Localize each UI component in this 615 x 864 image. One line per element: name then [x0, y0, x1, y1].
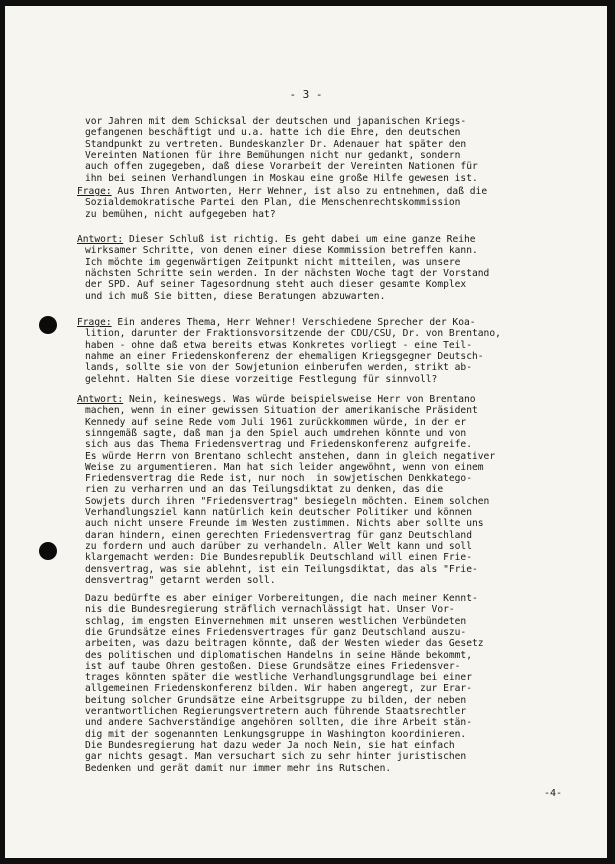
paragraph-line: schlag, im engsten Einvernehmen mit unseren westlichen Verbündeten	[85, 615, 467, 627]
paragraph-line: dig mit der sogenannten Lenkungsgruppe in Washington koordinieren.	[85, 728, 467, 740]
answer-label: Antwort:	[77, 234, 124, 245]
next-page-marker: -4-	[543, 788, 562, 799]
answer-line: zu fordern und auch darüber zu verhandeln. Aller Welt kann und soll	[85, 540, 472, 552]
paragraph-line: ist auf taube Ohren gestoßen. Diese Grundsätze eines Friedensver-	[85, 660, 461, 672]
question-line: Aus Ihren Antworten, Herr Wehner, ist also zu entnehmen, daß die	[111, 186, 488, 197]
paragraph-line: ihn bei seinen Verhandlungen in Moskau eine große Hilfe gewesen ist.	[85, 172, 478, 184]
answer-line: der SPD. Auf seiner Tagesordnung steht auch dieser gesamte Komplex	[85, 279, 467, 291]
answer-line: klargemacht werden: Die Bundesrepublik Deutschland will einen Frie-	[85, 552, 472, 564]
paragraph-line: und andere Sachverständige angehören sollten, die ihre Arbeit stän-	[85, 717, 472, 729]
answer-line: Ich möchte im gegenwärtigen Zeitpunkt nicht mitteilen, was unsere	[85, 256, 461, 268]
question-line: lands, sollte sie von der Sowjetunion einberufen werden, strikt ab-	[85, 362, 472, 374]
paragraph-line: Bedenken und gerät damit nur immer mehr ins Rutschen.	[85, 762, 392, 774]
question-line: gelehnt. Halten Sie diese vorzeitige Festlegung für sinnvoll?	[85, 373, 438, 385]
answer-line: rien zu verharren und an das Teilungsdiktat zu denken, das die	[85, 484, 444, 496]
answer-line: auch nicht unsere Freunde im Westen zustimmen. Nichts aber sollte uns	[85, 518, 484, 530]
answer-line: und ich muß Sie bitten, diese Beratungen abzuwarten.	[85, 290, 386, 302]
answer-line: machen, wenn in einer gewissen Situation der amerikanische Präsident	[85, 405, 478, 417]
punch-hole	[39, 316, 57, 334]
paragraph-line: beitung solcher Grundsätze eine Arbeitsgruppe zu bilden, der neben	[85, 694, 467, 706]
question-label: Frage:	[77, 317, 112, 328]
paragraph-line: auch offen zugegeben, daß diese Vorarbeit der Vereinten Nationen für	[85, 161, 478, 173]
page-number: - 3 -	[289, 88, 323, 101]
answer-line: Es würde Herrn von Brentano schlecht anstehen, dann in gleich negativer	[85, 450, 496, 462]
answer-line: Kennedy auf seine Rede vom Juli 1961 zurückkommen würde, in der er	[85, 416, 467, 428]
answer-line: Nein, keineswegs. Was würde beispielsweise Herr von Brentano	[123, 394, 476, 405]
question-line: zu bemühen, nicht aufgegeben hat?	[85, 208, 276, 220]
question-first-line	[77, 317, 476, 328]
paragraph-line: allgemeinen Friedenskonferenz bilden. Wir haben angeregt, zur Erar-	[85, 683, 472, 695]
question-line: Sozialdemokratische Partei den Plan, die Menschenrechtskommission	[85, 197, 461, 209]
answer-line: Friedensvertrag die Rede ist, nur noch in sowjetischen Denkkatego-	[85, 473, 472, 485]
answer-line: wirksamer Schritte, von denen einer diese Kommission betreffen kann.	[85, 245, 478, 257]
paragraph-line: trages könnten später die westliche Verhandlungsgrundlage bei einer	[85, 672, 472, 684]
answer-line: Sowjets durch ihren "Friedensvertrag" besiegeln möchten. Einem solchen	[85, 495, 490, 507]
paragraph-line: gar nichts gesagt. Man versuchart sich zu sehr hinter juristischen	[85, 751, 467, 763]
paragraph-line: die Grundsätze eines Friedensvertrages für ganz Deutschland auszu-	[85, 626, 467, 638]
paragraph-line: des politischen und diplomatischen Handelns in seine Hände bekommt,	[85, 649, 472, 661]
paragraph-line: Dazu bedürfte es aber einiger Vorbereitungen, die nach meiner Kennt-	[85, 593, 478, 604]
answer-line: nächsten Schritte sein werden. In der nächsten Woche tagt der Vorstand	[85, 267, 490, 279]
answer-label: Antwort:	[77, 394, 124, 405]
answer-line: daran hindern, einen gerechten Friedensvertrag für ganz Deutschland	[85, 529, 472, 541]
answer-line: densvertrag, was sie ablehnt, ist ein Teilungsdiktat, das als "Frie-	[85, 563, 478, 575]
paragraph-line: gefangenen beschäftigt und u.a. hatte ich die Ehre, den deutschen	[85, 127, 461, 139]
paragraph-line: vor Jahren mit dem Schicksal der deutschen und japanischen Kriegs-	[85, 116, 467, 127]
question-first-line	[77, 186, 487, 197]
answer-first-line	[77, 234, 476, 245]
paragraph-line: verantwortlichen Regierungsvertretern auch führende Staatsrechtler	[85, 706, 467, 717]
paragraph-line: Standpunkt zu vertreten. Bundeskanzler Dr. Adenauer hat später den	[85, 138, 467, 150]
question-line: haben - ohne daß etwa bereits etwas Konkretes vorliegt - eine Teil-	[85, 339, 472, 351]
answer-line: Verhandlungsziel kann natürlich kein deutscher Politiker und können	[85, 507, 472, 518]
answer-line: sich aus das Thema Friedensvertrag und Friedenskonferenz aufgreife.	[85, 439, 472, 451]
answer-line: Dieser Schluß ist richtig. Es geht dabei um eine ganze Reihe	[123, 234, 476, 245]
punch-hole	[39, 542, 57, 560]
answer-first-line	[77, 394, 476, 405]
paragraph-line: Die Bundesregierung hat dazu weder Ja noch Nein, sie hat einfach	[85, 739, 455, 751]
question-line: nahme an einer Friedenskonferenz der ehemaligen Kriegsgegner Deutsch-	[85, 350, 484, 362]
question-line: lition, darunter der Fraktionsvorsitzende der CDU/CSU, Dr. von Brentano,	[85, 328, 501, 340]
question-label: Frage:	[77, 186, 112, 197]
paragraph-line: Vereinten Nationen für ihre Bemühungen nicht nur gedankt, sondern	[85, 149, 461, 161]
document-page	[5, 6, 607, 858]
paragraph-line: nis die Bundesregierung sträflich vernachlässigt hat. Unser Vor-	[85, 604, 455, 616]
question-line: Ein anderes Thema, Herr Wehner! Verschiedene Sprecher der Koa-	[111, 317, 476, 328]
paragraph-line: arbeiten, was dazu beitragen könnte, daß der Westen wieder das Gesetz	[85, 638, 484, 650]
answer-line: Weise zu argumentieren. Man hat sich leider angewöhnt, wenn von einem	[85, 461, 484, 473]
answer-line: densvertrag" getarnt werden soll.	[85, 574, 276, 586]
answer-line: sinngemäß sagte, daß man ja den Spiel auch umdrehen könnte und von	[85, 427, 467, 439]
